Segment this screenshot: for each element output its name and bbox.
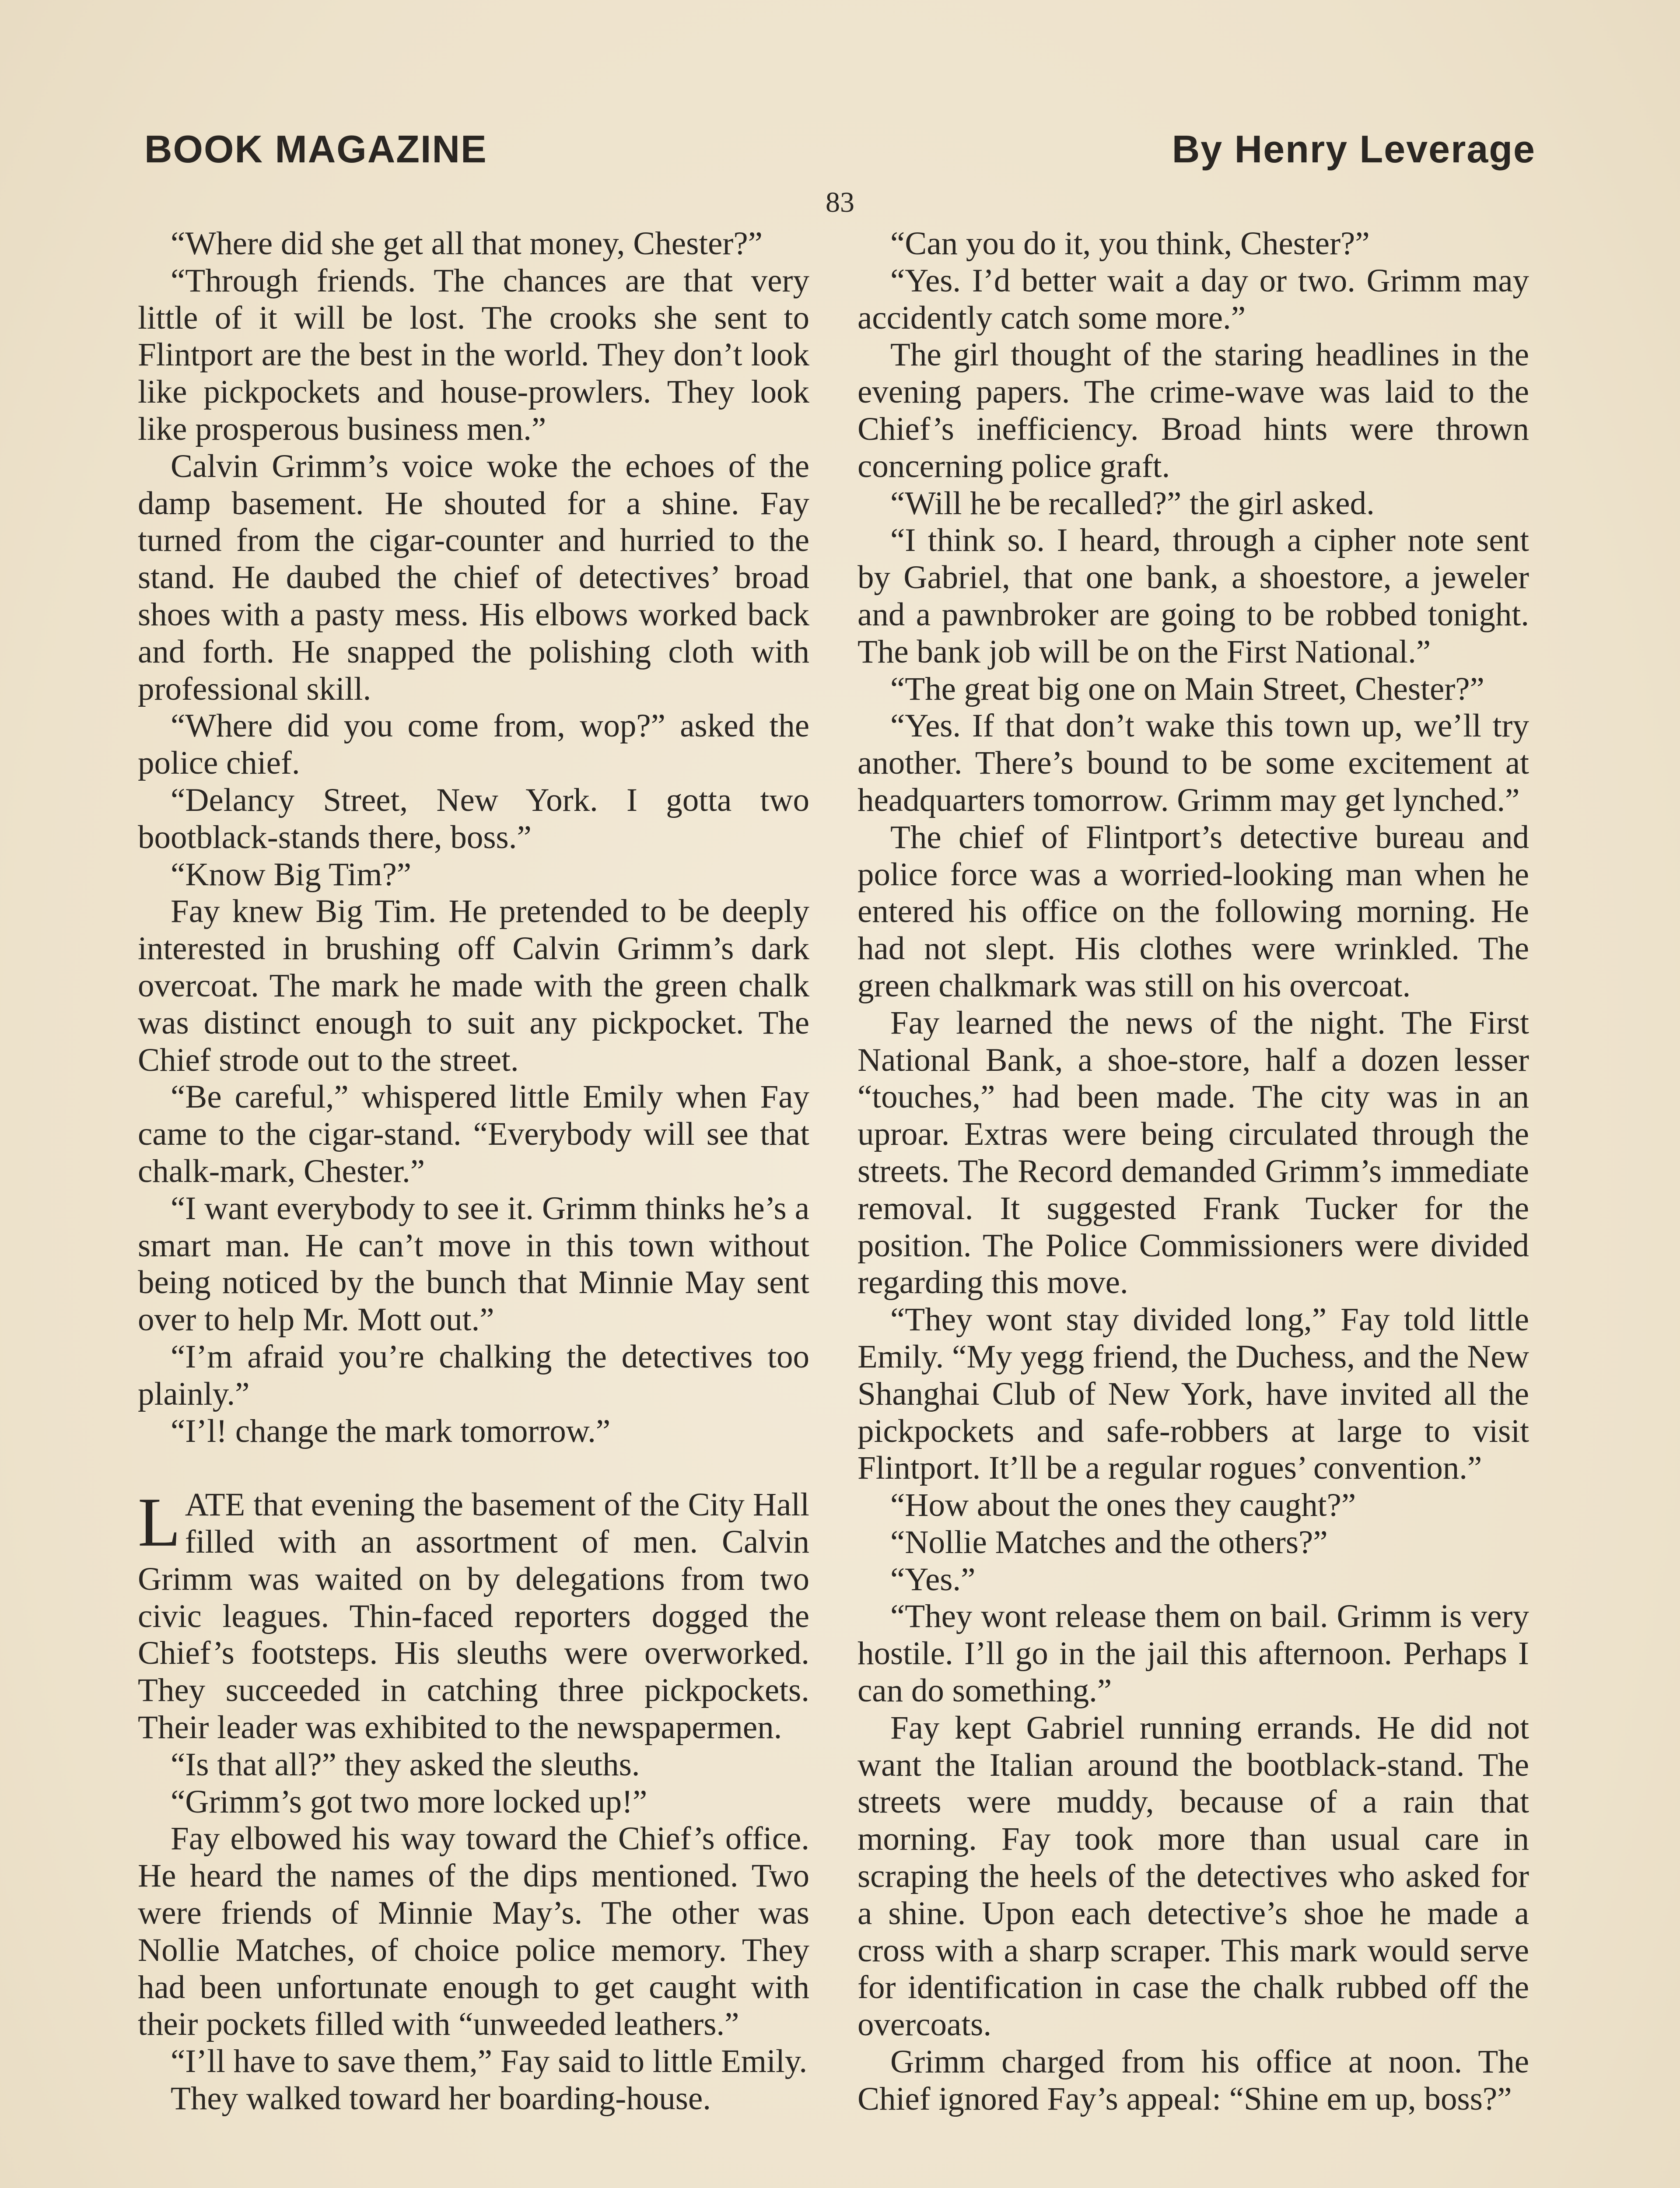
- section-break-text: ATE that evening the basement of the City Hall filled with an assortment of men. Calvin Grimm was waited on by delegations from two civic leagues. Thin-faced reporters dogged the Chief’s footsteps. His sleuths were overworked. They succeeded in catching three pickpockets. Their leader was exhibited to the newspapermen.: [138, 1487, 809, 1746]
- paragraph: “I’l! change the mark tomorrow.”: [171, 1413, 611, 1449]
- section-break-paragraph: [138, 1483, 809, 1746]
- paragraph: “They wont stay divided long,” Fay told little Emily. “My yegg friend, the Duchess, and the New Shanghai Club of New York, have invited all the pickpockets and safe-robbers at large to visit Flintport. It’ll be a regular rogues’ convention.”: [858, 1301, 1529, 1487]
- paragraph: “I want everybody to see it. Grimm thinks he’s a smart man. He can’t move in this town without being noticed by the bunch that Minnie May sent over to help Mr. Mott out.”: [138, 1190, 809, 1338]
- paragraph: Fay knew Big Tim. He pretended to be deeply interested in brushing off Calvin Grimm’s dark overcoat. The mark he made with the green chalk was distinct enough to suit any pickpocket. The Chief strode out to the street.: [138, 893, 809, 1078]
- paragraph: Calvin Grimm’s voice woke the echoes of the damp basement. He shouted for a shine. Fay turned from the cigar-counter and hurried to the stand. He daubed the chief of detectives’ broad shoes with a pasty mess. His elbows worked back and forth. He snapped the polishing cloth with professional skill.: [138, 448, 809, 707]
- paragraph: “Where did she get all that money, Chester?”: [171, 225, 763, 262]
- paragraph: “Nollie Matches and the others?”: [890, 1524, 1328, 1560]
- paragraph: “I think so. I heard, through a cipher note sent by Gabriel, that one bank, a shoestore, a jeweler and a pawnbroker are going to be robbed tonight. The bank job will be on the First National.”: [858, 522, 1529, 670]
- paragraph: “Yes. If that don’t wake this town up, we’ll try another. There’s bound to be some excitement at headquarters tomorrow. Grimm may get lynched.”: [858, 708, 1529, 818]
- paragraph: Fay learned the news of the night. The First National Bank, a shoe-store, half a dozen lesser “touches,” had been made. The city was in an uproar. Extras were being circulated through the streets. The Record demanded Grimm’s immediate removal. It suggested Frank Tucker for the position. The Police Commissioners were divided regarding this move.: [858, 1004, 1529, 1301]
- left-column: [138, 225, 809, 2118]
- right-column: [858, 225, 1529, 2118]
- page-number: 83: [826, 186, 854, 218]
- drop-cap: L: [138, 1483, 181, 1561]
- magazine-title: BOOK MAGAZINE: [144, 127, 487, 171]
- paragraph: “The great big one on Main Street, Chester?”: [890, 670, 1484, 707]
- paragraph: The girl thought of the staring headlines in the evening papers. The crime-wave was laid to the Chief’s inefficiency. Broad hints were thrown concerning police graft.: [858, 337, 1529, 484]
- paragraph: “Yes.”: [890, 1561, 976, 1598]
- right-column-paragraphs: [858, 225, 1529, 2118]
- paragraph: “Delancy Street, New York. I gotta two bootblack-stands there, boss.”: [138, 782, 809, 856]
- paragraph: They walked toward her boarding-house.: [171, 2080, 711, 2117]
- paragraph: “Grimm’s got two more locked up!”: [171, 1783, 648, 1820]
- paragraph: “I’m afraid you’re chalking the detectives too plainly.”: [138, 1338, 809, 1412]
- paragraph: “I’ll have to save them,” Fay said to little Emily.: [171, 2043, 808, 2080]
- left-column-paragraphs: [138, 225, 809, 1450]
- paragraph: “Where did you come from, wop?” asked the police chief.: [138, 708, 809, 782]
- left-column-paragraphs-after: [138, 1746, 809, 2118]
- paragraph: “Can you do it, you think, Chester?”: [890, 225, 1370, 262]
- paragraph: “They wont release them on bail. Grimm is very hostile. I’ll go in the jail this afternoon. Perhaps I can do something.”: [858, 1598, 1529, 1709]
- paragraph: “How about the ones they caught?”: [890, 1487, 1356, 1524]
- paragraph: “Be careful,” whispered little Emily when Fay came to the cigar-stand. “Everybody will see that chalk-mark, Chester.”: [138, 1079, 809, 1189]
- paragraph: “Through friends. The chances are that very little of it will be lost. The crooks she sent to Flintport are the best in the world. They don’t look like pickpockets and house-prowlers. They look like prosperous business men.”: [138, 262, 809, 447]
- paragraph: Fay elbowed his way toward the Chief’s office. He heard the names of the dips mentioned. Two were friends of Minnie May’s. The other was Nollie Matches, of choice police memory. They had been unfortunate enough to get caught with their pockets filled with “unweeded leathers.”: [138, 1820, 809, 2043]
- paragraph: “Yes. I’d better wait a day or two. Grimm may accidently catch some more.”: [858, 262, 1529, 336]
- paragraph: Grimm charged from his office at noon. The Chief ignored Fay’s appeal: “Shine em up, boss?”: [858, 2044, 1529, 2117]
- paragraph: “Is that all?” they asked the sleuths.: [171, 1746, 640, 1783]
- paragraph: “Will he be recalled?” the girl asked.: [890, 485, 1375, 522]
- paragraph: Fay kept Gabriel running errands. He did not want the Italian around the bootblack-stand. The streets were muddy, because of a rain that morning. Fay took more than usual care in scraping the heels of the detectives who asked for a shine. Upon each detective’s shoe he made a cross with a sharp scraper. This mark would serve for identification in case the chalk rubbed off the overcoats.: [858, 1709, 1529, 2043]
- paragraph: “Know Big Tim?”: [171, 856, 412, 893]
- author-byline: By Henry Leverage: [1172, 127, 1536, 171]
- paragraph: The chief of Flintport’s detective bureau and police force was a worried-looking man when he entered his office on the following morning. He had not slept. His clothes were wrinkled. The green chalkmark was still on his overcoat.: [858, 819, 1529, 1004]
